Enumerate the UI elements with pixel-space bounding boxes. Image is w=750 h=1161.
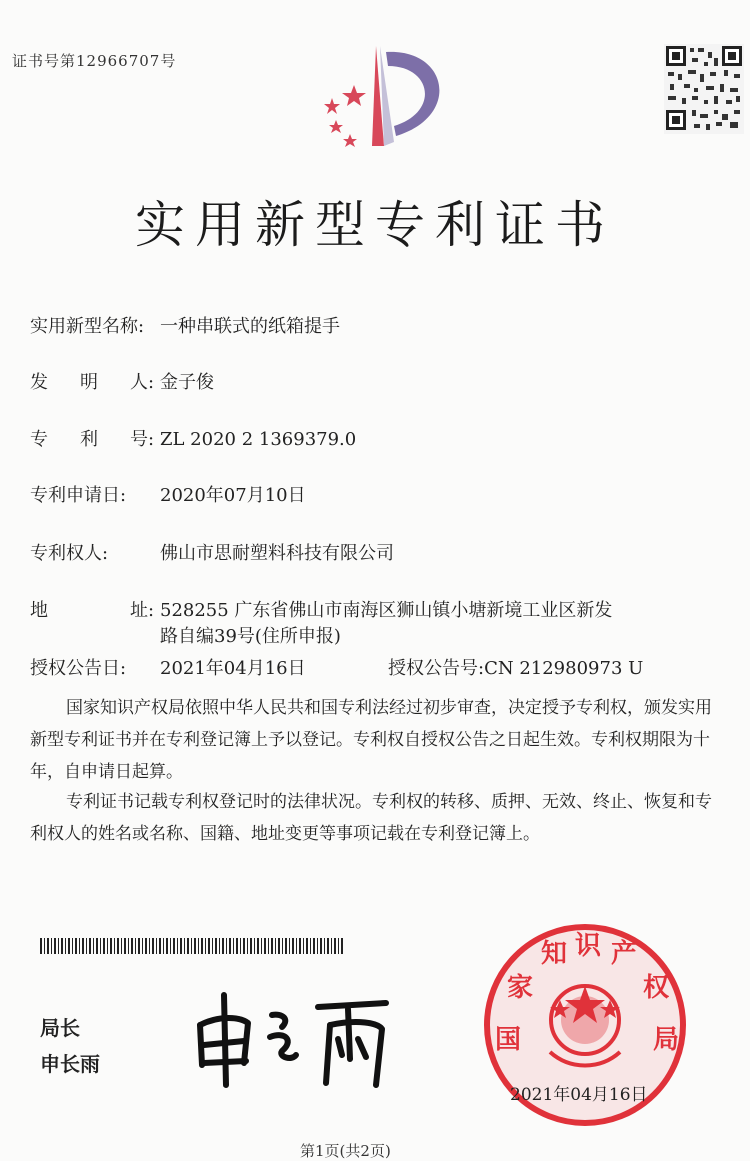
grant-number-label: 授权公告号:: [388, 658, 485, 679]
patentee-label: 专利权人:: [30, 543, 109, 564]
utility-model-name-value: 一种串联式的纸箱提手: [160, 316, 340, 337]
patent-number-row: 专 利 号 : ZL 2020 2 1369379.0: [30, 425, 356, 451]
director-name: 申长雨: [40, 1052, 100, 1076]
inventor-value: 金子俊: [160, 372, 214, 393]
seal-char-2: 家: [506, 973, 534, 1003]
paragraph-grant-statement: 国家知识产权局依照中华人民共和国专利法经过初步审查，决定授予专利权，颁发实用新型专利证书并在专利登记簿上予以登记。专利权自授权公告之日起生效。专利权期限为十年，自申请日起算。: [30, 698, 712, 782]
filing-date-label: 专利申请日:: [30, 485, 127, 506]
patentee-row: [30, 539, 394, 565]
utility-model-name-label: 实用新型名称:: [30, 316, 145, 337]
seal-char-1: 国: [494, 1025, 522, 1055]
inventor-label: 发 明 人: [30, 372, 148, 393]
seal-char-6: 权: [642, 973, 670, 1003]
page-footer: 第1页(共2页): [300, 1142, 391, 1160]
filing-date-row: [30, 481, 306, 507]
certificate-title: 实用新型专利证书: [135, 196, 615, 254]
seal-char-5: 产: [610, 939, 638, 969]
grant-number-value: CN 212980973 U: [484, 658, 644, 679]
address-line-2: 路自编39号(住所申报): [160, 626, 341, 647]
seal-char-3: 知: [540, 939, 568, 969]
patent-office-emblem-icon: [310, 38, 460, 153]
grant-date-label: 授权公告日:: [30, 658, 127, 679]
address-line-1: 528255 广东省佛山市南海区狮山镇小塘新境工业区新发: [160, 600, 613, 621]
director-title: 局长: [40, 1016, 80, 1040]
seal-char-7: 局: [652, 1025, 680, 1055]
paragraph-legal-status: 专利证书记载专利权登记时的法律状况。专利权的转移、质押、无效、终止、恢复和专利权人的姓名或名称、国籍、地址变更等事项记载在专利登记簿上。: [30, 792, 712, 844]
patent-number-value: ZL 2020 2 1369379.0: [160, 429, 357, 450]
address-label: 地 址: [30, 600, 148, 621]
qr-code-icon: [664, 44, 744, 134]
certificate-number: 证书号第12966707号: [12, 52, 177, 70]
grant-date-row: [30, 654, 306, 680]
patentee-value: 佛山市思耐塑料科技有限公司: [160, 543, 394, 564]
grant-number-row: [388, 654, 643, 680]
seal-char-4: 识: [574, 931, 602, 961]
inventor-row: 发 明 人 : 金子俊: [30, 368, 214, 394]
director-signature-icon: [190, 985, 395, 1090]
utility-model-name-row: [30, 312, 340, 338]
filing-date-value: 2020年07月10日: [160, 485, 306, 506]
address-row: 地 址 : 528255 广东省佛山市南海区狮山镇小塘新境工业区新发: [30, 596, 612, 622]
seal-date: 2021年04月16日: [510, 1085, 648, 1105]
barcode-icon: [40, 938, 345, 954]
patent-number-label: 专 利 号: [30, 429, 148, 450]
grant-date-value: 2021年04月16日: [160, 658, 306, 679]
